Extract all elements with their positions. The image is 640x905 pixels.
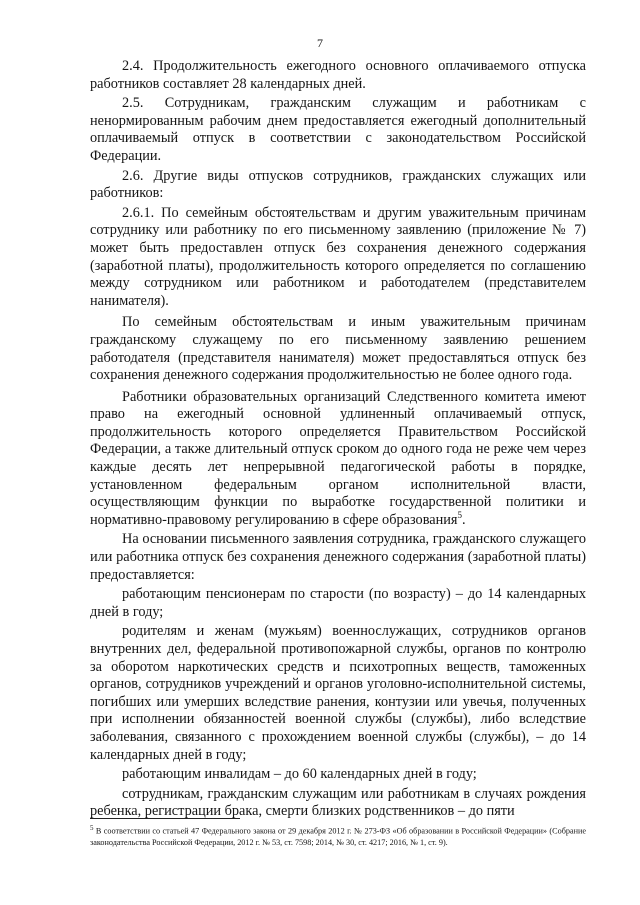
paragraph-civil-servant-leave	[90, 314, 586, 384]
paragraph-text: работающим инвалидам – до 60 календарных дней в году;	[122, 766, 477, 783]
paragraph-text: работающим пенсионерам по старости (по возрасту) – до 14 календарных дней в году;	[90, 586, 586, 620]
footnote-separator	[90, 818, 240, 819]
paragraph-education-workers	[90, 389, 586, 530]
footnote-reference: 5	[457, 510, 462, 521]
list-item-family-events	[90, 786, 586, 821]
paragraph-text: На основании письменного заявления сотрудника, гражданского служащего или работника отпуск без сохранения денежного содержания (заработной платы) предоставляется:	[90, 531, 586, 583]
paragraph-text: По семейным обстоятельствам и иным уважительным причинам гражданскому служащему по его письменному заявлению решением работодателя (представителя нанимателя) может предоставляться отпуск без сохранения денежного содержания продолжительностью не более одного года.	[90, 314, 586, 384]
paragraph-2-5	[90, 95, 586, 165]
list-item-disabled-workers	[90, 766, 586, 784]
paragraph-text: 2.5. Сотрудникам, гражданским служащим и работникам с ненормированным рабочим днем предоставляется ежегодный дополнительный оплачиваемый отпуск в соответствии с законодательством Российской Федерации.	[90, 95, 586, 164]
list-item-military-families	[90, 623, 586, 764]
paragraph-text-end: .	[461, 511, 466, 528]
paragraph-2-6-1	[90, 205, 586, 311]
paragraph-text: родителям и женам (мужьям) военнослужащих, сотрудников органов внутренних дел, федеральной противопожарной службы, органов по контролю за оборотом наркотических средств и психотропных веществ, таможенных органов, сотрудников учреждений и органов уголовно-исполнительной системы, погибших или умерших вследствие ранения, контузии или увечья, полученных при исполнении обязанностей военной службы (службы), либо вследствие заболевания, связанного с прохождением военной службы (службы), – до 14 календарных дней в году;	[90, 623, 586, 763]
footnote-text: В соответствии со статьей 47 Федерального закона от 29 декабря 2012 г. № 273-ФЗ «Об образовании в Российской Федерации» (Собрание законодательства Российской Федерации, 2012 г. № 53, ст. 7598; 2014, № 30, ст. 4217; 2016, № 1, ст. 9).	[90, 826, 586, 847]
list-item-pensioners	[90, 586, 586, 621]
paragraph-2-4	[90, 58, 586, 93]
paragraph-text: 2.4. Продолжительность ежегодного основного оплачиваемого отпуска работников составляет 28 календарных дней.	[90, 58, 586, 92]
document-body	[90, 58, 586, 823]
footnote-mark: 5	[90, 824, 94, 832]
footnote	[90, 823, 586, 848]
paragraph-2-6	[90, 168, 586, 203]
paragraph-text: сотрудникам, гражданским служащим или работникам в случаях рождения ребенка, регистрации брака, смерти близких родственников – до пяти	[90, 785, 586, 820]
paragraph-unpaid-leave-basis	[90, 531, 586, 584]
paragraph-text: 2.6. Другие виды отпусков сотрудников, гражданских служащих или работников:	[90, 167, 586, 202]
paragraph-text: Работники образовательных организаций Следственного комитета имеют право на ежегодный основной удлиненный оплачиваемый отпуск, продолжительность которого определяется Правительством Российской Федерации, а также длительный отпуск сроком до одного года не реже чем через каждые десять лет непрерывной педагогической работы в порядке, установленном федеральным органом исполнительной власти, осуществляющим функции по выработке государственной политики и нормативно-правовому регулированию в сфере образования	[90, 388, 586, 528]
page-number: 7	[317, 36, 323, 50]
paragraph-text: 2.6.1. По семейным обстоятельствам и другим уважительным причинам сотруднику или работнику по его письменному заявлению (приложение № 7) может быть предоставлен отпуск без сохранения денежного содержания (заработной платы), продолжительность которого определяется по соглашению между сотрудником или работником и работодателем (представителем нанимателя).	[90, 204, 586, 309]
